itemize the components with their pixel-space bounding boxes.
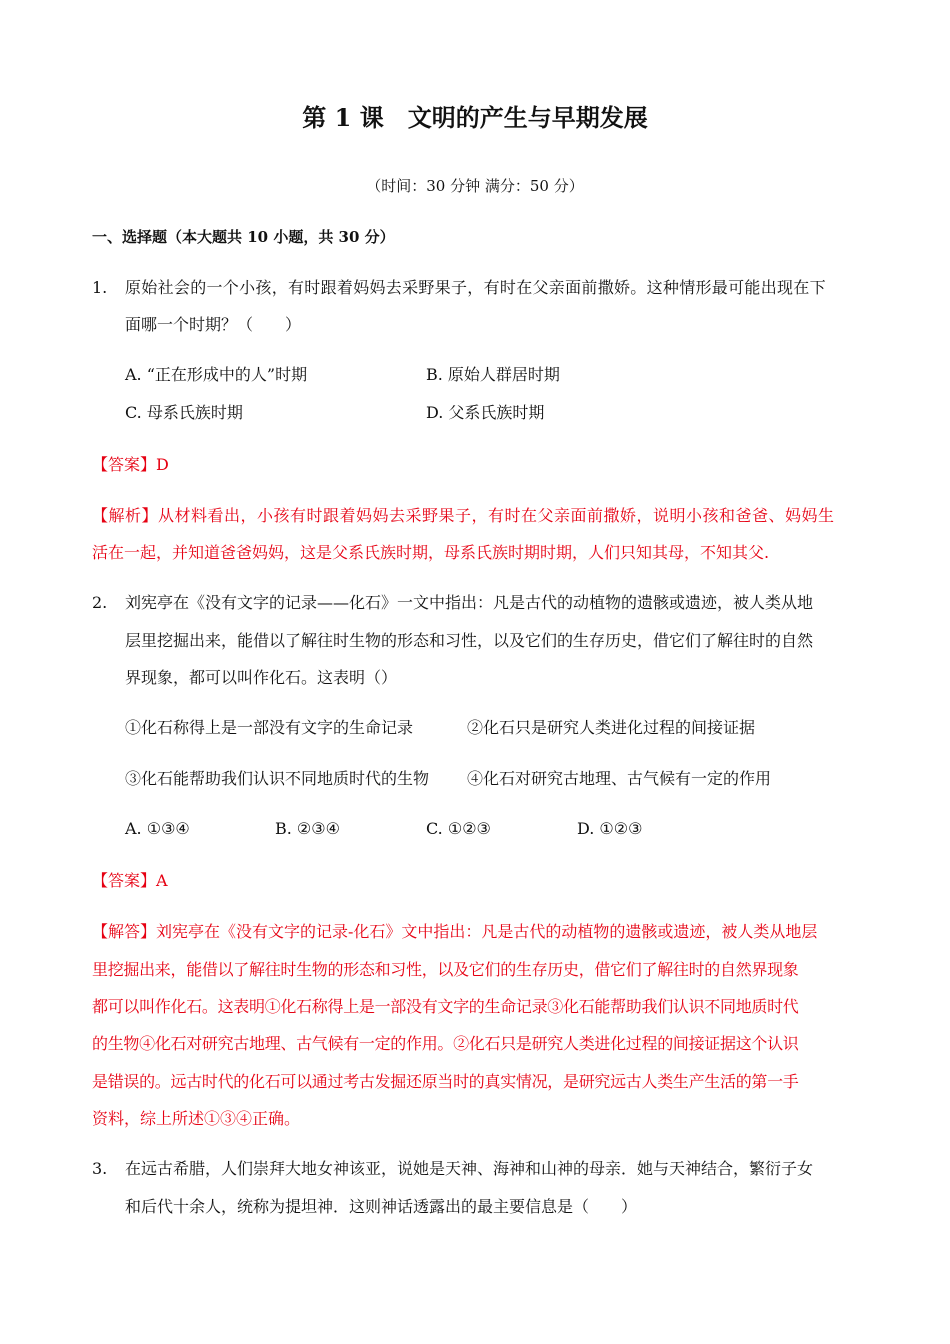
analysis-text: 从材料看出，小孩有时跟着妈妈去采野果子，有时在父亲面前撒娇，说明小孩和爸爸、妈妈生	[158, 506, 835, 525]
statement: ③化石能帮助我们认识不同地质时代的生物	[125, 769, 430, 788]
statement: ①化石称得上是一部没有文字的生命记录	[125, 718, 414, 737]
analysis	[92, 922, 817, 942]
question-text: 层里挖掘出来，能借以了解往时生物的形态和习性，以及它们的生存历史，借它们了解往时的自然	[125, 631, 814, 650]
question-text: 刘宪亭在《没有文字的记录——化石》一文中指出：凡是古代的动植物的遗骸或遗迹，被人类从地	[125, 593, 814, 612]
option-a: A. ①③④	[125, 819, 190, 838]
option-d: D. 父系氏族时期	[426, 403, 545, 422]
analysis-text: 资料，综上所述①③④正确。	[92, 1109, 301, 1128]
analysis-text: 都可以叫作化石。这表明①化石称得上是一部没有文字的生命记录③化石能帮助我们认识不同地质时代	[92, 997, 799, 1016]
option-a: A. “正在形成中的人”时期	[125, 365, 308, 384]
question-text: 面哪一个时期？（ ）	[125, 315, 302, 334]
analysis-text: 活在一起，并知道爸爸妈妈，这是父系氏族时期，母系氏族时期时期，人们只知其母，不知其父.	[92, 543, 770, 562]
question-number: 1.	[92, 278, 108, 297]
analysis-label: 【解答】	[92, 922, 157, 941]
answer-label: 【答案】	[92, 455, 157, 474]
question-number: 3.	[92, 1159, 108, 1178]
analysis-label: 【解析】	[92, 506, 159, 525]
answer-value: D	[156, 455, 169, 474]
question-text: 界现象，都可以叫作化石。这表明（）	[125, 668, 398, 687]
analysis-text: 里挖掘出来，能借以了解往时生物的形态和习性，以及它们的生存历史，借它们了解往时的自然界现象	[92, 960, 799, 979]
page-title: 第 1 课 文明的产生与早期发展	[302, 103, 648, 132]
answer-label: 【答案】	[92, 871, 157, 890]
question-text: 原始社会的一个小孩，有时跟着妈妈去采野果子，有时在父亲面前撒娇。这种情形最可能出现在下	[125, 278, 826, 297]
analysis	[92, 506, 835, 526]
analysis-text: 是错误的。远古时代的化石可以通过考古发掘还原当时的真实情况，是研究远古人类生产生活的第一手	[92, 1072, 799, 1091]
section-heading: 一、选择题（本大题共 10 小题，共 30 分）	[92, 228, 395, 246]
option-c: C. ①②③	[426, 819, 491, 838]
analysis-text: 刘宪亭在《没有文字的记录-化石》文中指出：凡是古代的动植物的遗骸或遗迹，被人类从地层	[156, 922, 818, 941]
option-b: B. ②③④	[275, 819, 340, 838]
option-c: C. 母系氏族时期	[125, 403, 243, 422]
question-text: 在远古希腊，人们崇拜大地女神该亚，说她是天神、海神和山神的母亲．她与天神结合，繁衍子女	[125, 1159, 814, 1178]
question-number: 2.	[92, 593, 108, 612]
answer-value: A	[156, 871, 168, 890]
analysis-text: 的生物④化石对研究古地理、古气候有一定的作用。②化石只是研究人类进化过程的间接证据这个认识	[92, 1034, 799, 1053]
option-d: D. ①②③	[577, 819, 643, 838]
option-b: B. 原始人群居时期	[426, 365, 560, 384]
exam-info: （时间：30 分钟 满分：50 分）	[366, 177, 584, 195]
answer	[92, 871, 168, 891]
answer	[92, 455, 169, 475]
statement: ②化石只是研究人类进化过程的间接证据	[467, 718, 756, 737]
question-text: 和后代十余人，统称为提坦神．这则神话透露出的最主要信息是（ ）	[125, 1197, 638, 1216]
statement: ④化石对研究古地理、古气候有一定的作用	[467, 769, 772, 788]
